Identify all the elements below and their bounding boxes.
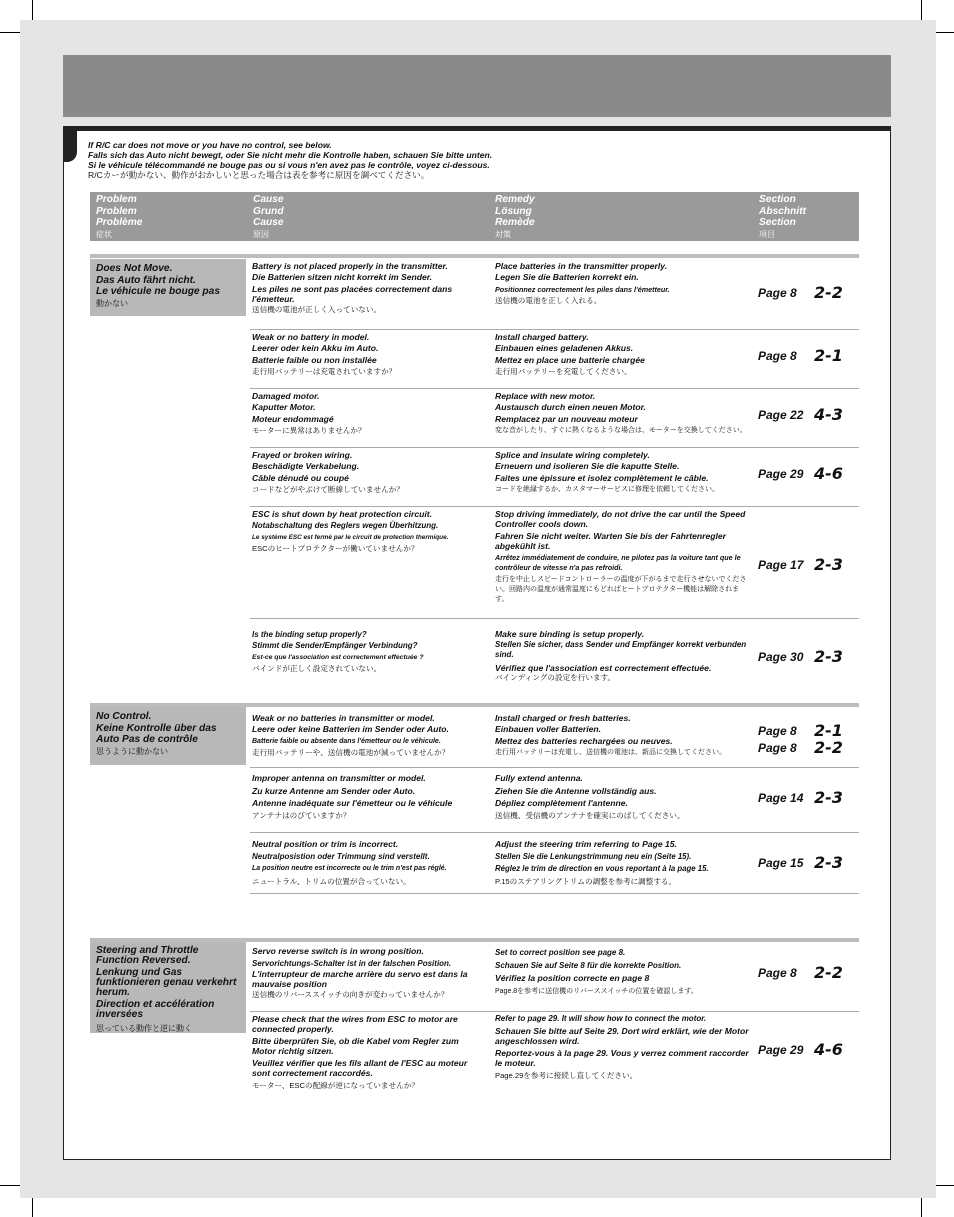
remedy-text: Reportez-vous à la page 29. Vous y verrez comment raccorder le moteur.: [495, 1048, 749, 1068]
page-ref: Page 8: [758, 741, 797, 755]
cause-text: Les piles ne sont pas placées correctement dans l'émetteur.: [252, 283, 453, 304]
remedy-text: Mettez des batteries rechargées ou neuves.: [495, 735, 673, 746]
section-ref: [757, 788, 859, 805]
section-code: 2-3: [814, 555, 843, 574]
remedy-text: Adjust the steering trim referring to Page 15.: [495, 839, 677, 849]
remedy-text: Austausch durch einen neuen Motor.: [495, 402, 646, 413]
section-cell: [757, 788, 859, 805]
section-cell: [757, 647, 859, 664]
remedy-text: Arrêtez immédiatement de conduire, ne pilotez pas la voiture tant que le contrôleur de vitesse n'a pas refroidi.: [495, 553, 741, 572]
table-row: [250, 330, 859, 389]
crop-mark: [0, 1185, 20, 1186]
header-label: Abschnitt: [759, 205, 806, 217]
problem-label: Das Auto fährt nicht.: [96, 274, 196, 286]
section-code: 2-3: [814, 647, 843, 666]
cause-cell: [252, 713, 484, 758]
cause-cell: [252, 332, 484, 377]
page-ref: Page 22: [758, 408, 804, 422]
cause-text: 走行用バッテリーは充電されていますか？: [252, 366, 397, 376]
section-cell: [757, 555, 859, 572]
crop-mark: [934, 32, 954, 33]
cause-text: Batterie faible ou absente dans l'émetteur ou le véhicule.: [252, 737, 441, 745]
section-code: 2-2: [814, 738, 843, 757]
table-header: [90, 192, 859, 241]
section-ref: [757, 647, 859, 664]
header-label: 症状: [96, 229, 112, 239]
cause-cell: [252, 391, 484, 436]
remedy-text: Erneuern und isolieren Sie die kaputte Stelle.: [495, 461, 680, 472]
remedy-cell: [495, 509, 750, 605]
cause-text: アンテナはのびていますか？: [252, 810, 351, 820]
remedy-cell: [495, 1014, 750, 1081]
table-row: [250, 833, 859, 894]
remedy-text: Einbauen voller Batterien.: [495, 724, 602, 735]
section-cell: [757, 963, 859, 980]
remedy-cell: [495, 838, 750, 888]
table-row: [250, 627, 859, 697]
cause-text: モーターに異常はありませんか？: [252, 425, 366, 435]
remedy-text: Einbauen eines geladenen Akkus.: [495, 343, 634, 354]
section-ref: [757, 555, 859, 572]
remedy-text: Mettez en place une batterie chargée: [495, 354, 645, 365]
remedy-text: バインディングの設定を行います。: [495, 673, 616, 682]
section-ref: [757, 1040, 859, 1057]
problem-label: No Control.: [96, 711, 152, 722]
cause-text: La position neutre est incorrecte ou le trim n'est pas réglé.: [252, 865, 447, 872]
cause-text: Bitte überprüfen Sie, ob die Kabel vom Regler zum Motor richtig sitzen.: [252, 1036, 459, 1056]
cause-text: 走行用バッテリーや、送信機の電池が減っていませんか？: [252, 747, 450, 757]
cause-text: ニュートラル、トリムの位置が合っていない。: [252, 876, 411, 886]
section-code: 2-2: [814, 963, 843, 982]
cause-cell: [252, 838, 484, 888]
remedy-cell: [495, 332, 750, 377]
problem-label: 思っている動作と逆に動く: [96, 1024, 192, 1033]
remedy-text: Vérifiez la position correcte en page 8: [495, 973, 650, 983]
remedy-cell: [495, 772, 750, 822]
cause-text: Neutralposistion oder Trimmung sind verstellt.: [252, 851, 430, 861]
section-code: 2-1: [814, 346, 843, 365]
remedy-text: 送信機、受信機のアンテナを確実にのばしてください。: [495, 810, 685, 820]
remedy-text: Vérifiez que l'association est correctement effectuée.: [495, 662, 712, 673]
section-code: 4-3: [814, 405, 843, 424]
page-ref: Page 15: [758, 856, 804, 870]
page-ref: Page 8: [758, 286, 797, 300]
cause-text: Servo reverse switch is in wrong position.: [252, 946, 424, 956]
cause-text: Zu kurze Antenne am Sender oder Auto.: [252, 785, 416, 796]
remedy-cell: [495, 713, 750, 758]
section-ref: [757, 405, 859, 422]
cause-text: Battery is not placed properly in the transmitter.: [252, 261, 448, 271]
header-label: Cause: [253, 194, 284, 205]
remedy-text: Remplacez par un nouveau moteur: [495, 413, 638, 424]
page-ref: Page 17: [758, 558, 804, 572]
section-cell: [757, 1040, 859, 1057]
remedy-text: Legen Sie die Batterien korrekt ein.: [495, 272, 639, 283]
table-row: [250, 507, 859, 619]
section-ref: [757, 738, 859, 755]
cause-text: Batterie faible ou non installée: [252, 354, 377, 365]
section-cell: [757, 346, 859, 363]
intro-text: [88, 140, 492, 180]
remedy-text: Faites une épissure et isolez complètement le câble.: [495, 472, 709, 483]
page-ref: Page 29: [758, 1043, 804, 1057]
cause-text: Moteur endommagé: [252, 413, 334, 424]
cause-cell: [252, 946, 484, 1001]
cause-text: コードなどがやぶけて断線していませんか？: [252, 484, 404, 494]
remedy-cell: [495, 946, 750, 998]
section-cell: [757, 464, 859, 481]
header-label: Remède: [495, 217, 535, 228]
remedy-text: Stellen Sie sicher, dass Sender und Empfänger korrekt verbunden sind.: [495, 639, 747, 659]
cause-text: Die Batterien sitzen nicht korrekt im Sender.: [252, 272, 433, 283]
cause-text: Kaputter Motor.: [252, 402, 316, 413]
crop-mark: [921, 1197, 922, 1217]
cause-cell: [252, 629, 484, 674]
table-row: [250, 259, 859, 330]
header-remedy: [495, 194, 535, 240]
cause-text: Le système ESC est fermé par le circuit de protection thermique.: [252, 533, 449, 541]
section-ref: [757, 853, 859, 870]
cause-text: Leere oder keine Batterien im Sender oder Auto.: [252, 724, 449, 735]
header-problem: [96, 194, 142, 240]
table-row: [250, 389, 859, 448]
header-label: Cause: [253, 217, 284, 228]
problem-label: Keine Kontrolle über das Auto Pas de contrôle: [96, 722, 217, 745]
page-ref: Page 29: [758, 467, 804, 481]
header-label: Problème: [96, 217, 143, 228]
remedy-text: Replace with new motor.: [495, 391, 596, 401]
cause-text: Weak or no batteries in transmitter or model.: [252, 713, 435, 723]
table-row: [250, 768, 859, 833]
problem-does-not-move: [90, 259, 246, 316]
remedy-text: Stellen Sie die Lenkungstrimmung neu ein (Seite 15).: [495, 851, 692, 861]
cause-text: Is the binding setup properly?: [252, 630, 367, 639]
page-tab: [63, 126, 77, 162]
header-section: [759, 194, 806, 240]
remedy-text: Schauen Sie auf Seite 8 für die korrekte Position.: [495, 961, 682, 970]
cause-text: Notabschaltung des Reglers wegen Überhitzung.: [252, 521, 439, 531]
section-ref: [757, 963, 859, 980]
intro-line-fr: Si le véhicule télécommandé ne bouge pas ou si vous n'en avez pas le contrôle, voyez ci-dessous.: [88, 160, 490, 170]
cause-text: モーター、ESCの配線が逆になっていませんか？: [252, 1081, 419, 1090]
cause-text: Beschädigte Verkabelung.: [252, 461, 360, 472]
cause-text: Câble dénudé ou coupé: [252, 472, 349, 483]
remedy-text: Place batteries in the transmitter properly.: [495, 261, 668, 271]
cause-text: Est-ce que l'association est correctement effectuée ?: [252, 653, 424, 661]
section-code: 4-6: [814, 464, 843, 483]
remedy-text: Stop driving immediately, do not drive the car until the Speed Controller cools down.: [495, 509, 746, 529]
remedy-text: 走行用バッテリーを充電してください。: [495, 366, 632, 376]
section-code: 2-3: [814, 788, 843, 807]
problem-label: Lenkung und Gas funktionieren genau verkehrt herum.: [96, 967, 237, 998]
section-code: 2-3: [814, 853, 843, 872]
cause-text: Servorichtungs-Schalter ist in der falschen Position.: [252, 958, 452, 968]
header-cause: [253, 194, 284, 240]
section-ref: [757, 346, 859, 363]
cause-cell: [252, 1014, 484, 1091]
cause-cell: [252, 450, 484, 495]
cause-text: Veuillez vérifier que les fils allant de l'ESC au moteur sont correctement raccordés.: [252, 1058, 468, 1078]
problem-steering-reversed: [90, 942, 246, 1033]
cause-text: ESCのヒートプロテクターが働いていませんか？: [252, 543, 419, 553]
cause-text: Frayed or broken wiring.: [252, 450, 353, 460]
cause-text: Leerer oder kein Akku im Auto.: [252, 343, 379, 354]
cause-text: Damaged motor.: [252, 391, 320, 401]
section-cell: [757, 405, 859, 422]
remedy-text: Schauen Sie bitte auf Seite 29. Dort wird erklärt, wie der Motor angeschlossen wird.: [495, 1026, 749, 1046]
crop-mark: [32, 0, 33, 20]
remedy-text: Install charged or fresh batteries.: [495, 713, 631, 723]
header-label: Remedy: [495, 194, 535, 205]
page-ref: Page 14: [758, 791, 804, 805]
header-label: Grund: [253, 205, 284, 217]
intro-line-jp: R/Cカーが動かない、動作がおかしいと思った場合は表を参考に原因を調べてください。: [88, 170, 430, 180]
page-ref: Page 8: [758, 724, 797, 738]
remedy-text: Réglez le trim de direction en vous reportant à la page 15.: [495, 864, 709, 873]
remedy-text: P.15のステアリングトリムの調整を参考に調整する。: [495, 876, 677, 886]
crop-mark: [0, 32, 20, 33]
cause-cell: [252, 509, 484, 554]
problem-label: Steering and Throttle Function Reversed.: [96, 945, 199, 966]
remedy-text: Fahren Sie nicht weiter. Warten Sie bis der Fahrtenregler abgekühlt ist.: [495, 531, 726, 551]
remedy-text: Splice and insulate wiring completely.: [495, 450, 650, 460]
problem-no-control: [90, 707, 246, 765]
remedy-cell: [495, 629, 750, 684]
header-band: [63, 55, 891, 117]
remedy-text: Install charged battery.: [495, 332, 589, 342]
header-label: Problem: [96, 205, 137, 217]
cause-cell: [252, 261, 484, 315]
remedy-text: Fully extend antenna.: [495, 773, 583, 783]
section-ref: [757, 283, 859, 300]
problem-label: 思うように動かない: [96, 746, 168, 756]
cause-cell: [252, 772, 484, 822]
crop-mark: [934, 1185, 954, 1186]
cause-text: Weak or no battery in model.: [252, 332, 370, 342]
remedy-cell: [495, 391, 750, 436]
header-label: Section: [759, 194, 796, 205]
section-code: 2-1: [814, 721, 843, 740]
remedy-cell: [495, 261, 750, 306]
header-label: Problem: [96, 194, 137, 205]
table-row: [250, 448, 859, 507]
remedy-text: 走行を中止しスピードコントローラーの温度が下がるまで走行させないでください。回路内の温度が通常温度にもどればヒートプロテクター機能は解除されます。: [495, 576, 747, 603]
remedy-text: 送信機の電池を正しく入れる。: [495, 295, 602, 305]
remedy-text: 走行用バッテリーは充電し、送信機の電池は、新品に交換してください。: [495, 748, 726, 756]
remedy-text: Positionnez correctement les piles dans l'émetteur.: [495, 284, 670, 294]
header-label: Lösung: [495, 205, 532, 217]
page-ref: Page 8: [758, 966, 797, 980]
intro-line-de: Falls sich das Auto nicht bewegt, oder Sie nicht mehr die Kontrolle haben, schauen Sie bitte unten.: [88, 150, 493, 160]
intro-line-en: If R/C car does not move or you have no control, see below.: [88, 140, 332, 150]
page-ref: Page 30: [758, 650, 804, 664]
remedy-text: Make sure binding is setup properly.: [495, 629, 645, 639]
section-cell: [757, 721, 859, 755]
section-cell: [757, 853, 859, 870]
section-code: 2-2: [814, 283, 843, 302]
table-row: [250, 943, 859, 1012]
remedy-text: 変な音がしたり、すぐに熱くなるような場合は、モーターを交換してください。: [495, 426, 747, 434]
header-label: 対策: [495, 229, 511, 239]
table-row: [250, 711, 859, 768]
cause-text: 送信機の電池が正しく入っていない。: [252, 304, 382, 314]
section-cell: [757, 283, 859, 300]
header-label: 原因: [253, 229, 269, 239]
remedy-text: コードを絶縁するか、カスタマーサービスに修理を依頼してください。: [495, 485, 719, 493]
problem-label: 動かない: [96, 298, 128, 308]
section-ref: [757, 721, 859, 738]
problem-label: Does Not Move.: [96, 263, 173, 274]
remedy-text: Dépliez complètement l'antenne.: [495, 798, 628, 808]
cause-text: 送信機のリバーススイッチの向きが変わっていませんか？: [252, 990, 449, 999]
page-ref: Page 8: [758, 349, 797, 363]
cause-text: Neutral position or trim is incorrect.: [252, 839, 399, 849]
cause-text: Please check that the wires from ESC to motor are connected properly.: [252, 1014, 458, 1034]
remedy-text: Refer to page 29. It will show how to connect the motor.: [495, 1014, 707, 1023]
remedy-text: Page.8を参考に送信機のリバーススイッチの位置を確認します。: [495, 988, 698, 995]
cause-text: ESC is shut down by heat protection circuit.: [252, 509, 433, 519]
problem-label: Le véhicule ne bouge pas: [96, 286, 220, 297]
header-label: 項目: [759, 229, 775, 239]
table-row: [250, 1012, 859, 1102]
cause-text: Improper antenna on transmitter or model.: [252, 773, 426, 783]
remedy-text: Ziehen Sie die Antenne vollständig aus.: [495, 785, 657, 796]
group-divider: [90, 254, 859, 258]
remedy-text: Set to correct position see page 8.: [495, 948, 626, 957]
header-label: Section: [759, 217, 796, 228]
cause-text: バインドが正しく設定されていない。: [252, 663, 382, 673]
cause-text: Antenne inadéquate sur l'émetteur ou le véhicule: [252, 798, 453, 808]
cause-text: Stimmt die Sender/Empfänger Verbindung?: [252, 641, 418, 651]
crop-mark: [921, 0, 922, 20]
section-ref: [757, 464, 859, 481]
remedy-cell: [495, 450, 750, 495]
section-code: 4-6: [814, 1040, 843, 1059]
problem-label: Direction et accélération inversées: [96, 999, 215, 1020]
cause-text: L'interrupteur de marche arrière du servo est dans la mauvaise position: [252, 969, 468, 989]
crop-mark: [32, 1197, 33, 1217]
remedy-text: Page.29を参考に接続し直してください。: [495, 1071, 638, 1080]
